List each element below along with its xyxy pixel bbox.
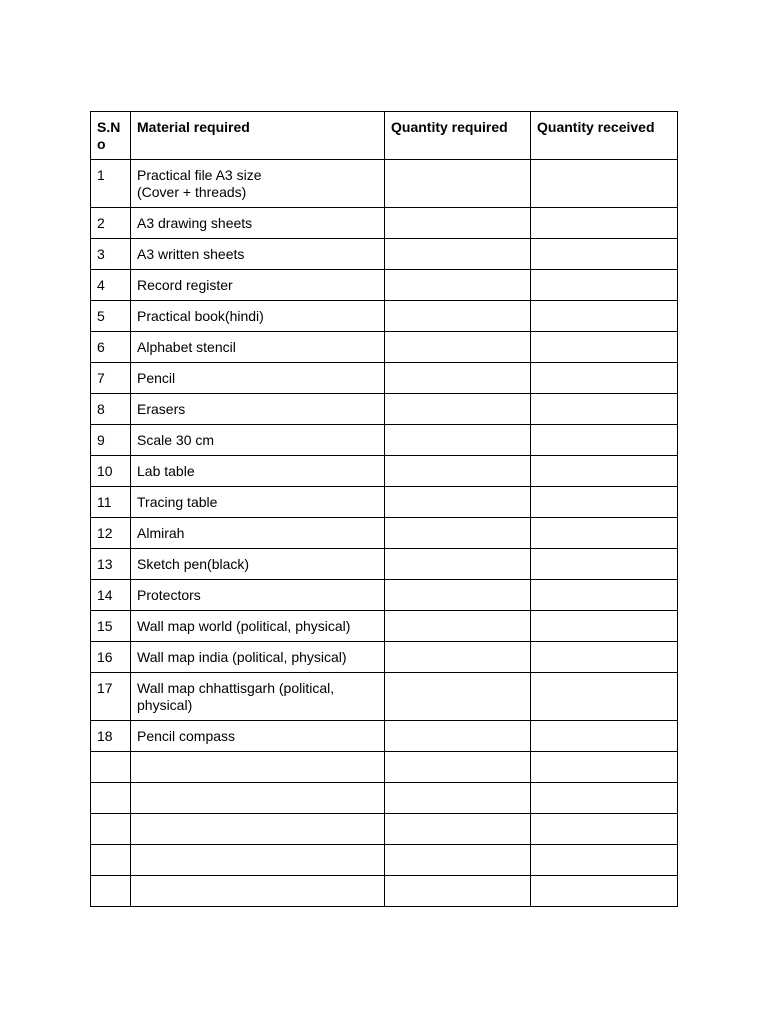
- cell-sno: 10: [91, 456, 131, 487]
- cell-quantity-received[interactable]: [531, 752, 678, 783]
- cell-material: [131, 876, 385, 907]
- cell-sno: 5: [91, 301, 131, 332]
- cell-quantity-required[interactable]: [385, 301, 531, 332]
- table-row: [91, 580, 678, 611]
- cell-material: Wall map india (political, physical): [131, 642, 385, 673]
- cell-quantity-received[interactable]: [531, 845, 678, 876]
- cell-quantity-received[interactable]: [531, 456, 678, 487]
- cell-material: Practical file A3 size (Cover + threads): [131, 160, 385, 208]
- cell-sno: 7: [91, 363, 131, 394]
- cell-material: Sketch pen(black): [131, 549, 385, 580]
- cell-quantity-received[interactable]: [531, 814, 678, 845]
- table-row: [91, 783, 678, 814]
- header-quantity-received: Quantity received: [531, 112, 678, 160]
- table-row: [91, 642, 678, 673]
- cell-sno: [91, 814, 131, 845]
- cell-material: [131, 814, 385, 845]
- cell-sno: 15: [91, 611, 131, 642]
- cell-quantity-required[interactable]: [385, 160, 531, 208]
- cell-material: Alphabet stencil: [131, 332, 385, 363]
- table-row: [91, 876, 678, 907]
- cell-sno: 16: [91, 642, 131, 673]
- header-quantity-required: Quantity required: [385, 112, 531, 160]
- table-row: [91, 611, 678, 642]
- table-row: [91, 160, 678, 208]
- table-row: [91, 549, 678, 580]
- cell-sno: [91, 783, 131, 814]
- table-row: [91, 673, 678, 721]
- cell-sno: 3: [91, 239, 131, 270]
- cell-quantity-received[interactable]: [531, 673, 678, 721]
- cell-quantity-required[interactable]: [385, 721, 531, 752]
- cell-sno: 9: [91, 425, 131, 456]
- cell-quantity-received[interactable]: [531, 549, 678, 580]
- cell-sno: 14: [91, 580, 131, 611]
- table-row: [91, 845, 678, 876]
- cell-material: Tracing table: [131, 487, 385, 518]
- cell-material: Practical book(hindi): [131, 301, 385, 332]
- cell-quantity-received[interactable]: [531, 301, 678, 332]
- cell-quantity-required[interactable]: [385, 394, 531, 425]
- cell-material: [131, 845, 385, 876]
- table-row: [91, 752, 678, 783]
- header-sno: S.No: [91, 112, 131, 160]
- cell-quantity-required[interactable]: [385, 752, 531, 783]
- cell-sno: 2: [91, 208, 131, 239]
- cell-material: Erasers: [131, 394, 385, 425]
- cell-quantity-received[interactable]: [531, 160, 678, 208]
- table-row: [91, 239, 678, 270]
- cell-material: Scale 30 cm: [131, 425, 385, 456]
- cell-sno: 6: [91, 332, 131, 363]
- cell-quantity-received[interactable]: [531, 270, 678, 301]
- table-row: [91, 363, 678, 394]
- cell-material: Wall map world (political, physical): [131, 611, 385, 642]
- cell-quantity-required[interactable]: [385, 208, 531, 239]
- cell-quantity-received[interactable]: [531, 611, 678, 642]
- table-header-row: [91, 112, 678, 160]
- cell-quantity-required[interactable]: [385, 518, 531, 549]
- cell-sno: [91, 876, 131, 907]
- cell-sno: 4: [91, 270, 131, 301]
- cell-material: Almirah: [131, 518, 385, 549]
- cell-sno: [91, 845, 131, 876]
- cell-sno: 12: [91, 518, 131, 549]
- cell-quantity-required[interactable]: [385, 239, 531, 270]
- cell-material: Pencil compass: [131, 721, 385, 752]
- cell-quantity-required[interactable]: [385, 642, 531, 673]
- table-body: [91, 160, 678, 907]
- cell-quantity-required[interactable]: [385, 814, 531, 845]
- cell-material: Protectors: [131, 580, 385, 611]
- cell-material: Record register: [131, 270, 385, 301]
- cell-material: Lab table: [131, 456, 385, 487]
- cell-sno: [91, 752, 131, 783]
- table-row: [91, 301, 678, 332]
- table-row: [91, 332, 678, 363]
- cell-quantity-received[interactable]: [531, 425, 678, 456]
- cell-quantity-received[interactable]: [531, 363, 678, 394]
- cell-material: Pencil: [131, 363, 385, 394]
- cell-quantity-required[interactable]: [385, 332, 531, 363]
- cell-quantity-required[interactable]: [385, 363, 531, 394]
- cell-material: A3 drawing sheets: [131, 208, 385, 239]
- cell-quantity-required[interactable]: [385, 845, 531, 876]
- cell-quantity-received[interactable]: [531, 239, 678, 270]
- cell-quantity-received[interactable]: [531, 580, 678, 611]
- cell-quantity-received[interactable]: [531, 783, 678, 814]
- table-row: [91, 518, 678, 549]
- cell-sno: 1: [91, 160, 131, 208]
- cell-quantity-required[interactable]: [385, 270, 531, 301]
- cell-quantity-received[interactable]: [531, 208, 678, 239]
- cell-sno: 18: [91, 721, 131, 752]
- table-row: [91, 456, 678, 487]
- cell-quantity-required[interactable]: [385, 456, 531, 487]
- materials-table: [90, 111, 678, 907]
- cell-quantity-received[interactable]: [531, 721, 678, 752]
- table-row: [91, 270, 678, 301]
- cell-quantity-received[interactable]: [531, 642, 678, 673]
- table-row: [91, 721, 678, 752]
- cell-quantity-required[interactable]: [385, 673, 531, 721]
- cell-quantity-received[interactable]: [531, 332, 678, 363]
- table-row: [91, 487, 678, 518]
- cell-sno: 17: [91, 673, 131, 721]
- cell-material: [131, 752, 385, 783]
- cell-material: A3 written sheets: [131, 239, 385, 270]
- cell-quantity-received[interactable]: [531, 876, 678, 907]
- cell-material: Wall map chhattisgarh (political, physical): [131, 673, 385, 721]
- cell-quantity-required[interactable]: [385, 580, 531, 611]
- table-row: [91, 425, 678, 456]
- cell-quantity-required[interactable]: [385, 611, 531, 642]
- cell-quantity-received[interactable]: [531, 518, 678, 549]
- table-row: [91, 394, 678, 425]
- cell-sno: 13: [91, 549, 131, 580]
- cell-quantity-required[interactable]: [385, 425, 531, 456]
- cell-material: [131, 783, 385, 814]
- cell-sno: 11: [91, 487, 131, 518]
- cell-quantity-received[interactable]: [531, 394, 678, 425]
- table-row: [91, 208, 678, 239]
- cell-quantity-required[interactable]: [385, 783, 531, 814]
- table-row: [91, 814, 678, 845]
- cell-quantity-received[interactable]: [531, 487, 678, 518]
- header-material: Material required: [131, 112, 385, 160]
- cell-quantity-required[interactable]: [385, 487, 531, 518]
- cell-quantity-required[interactable]: [385, 549, 531, 580]
- cell-quantity-required[interactable]: [385, 876, 531, 907]
- cell-sno: 8: [91, 394, 131, 425]
